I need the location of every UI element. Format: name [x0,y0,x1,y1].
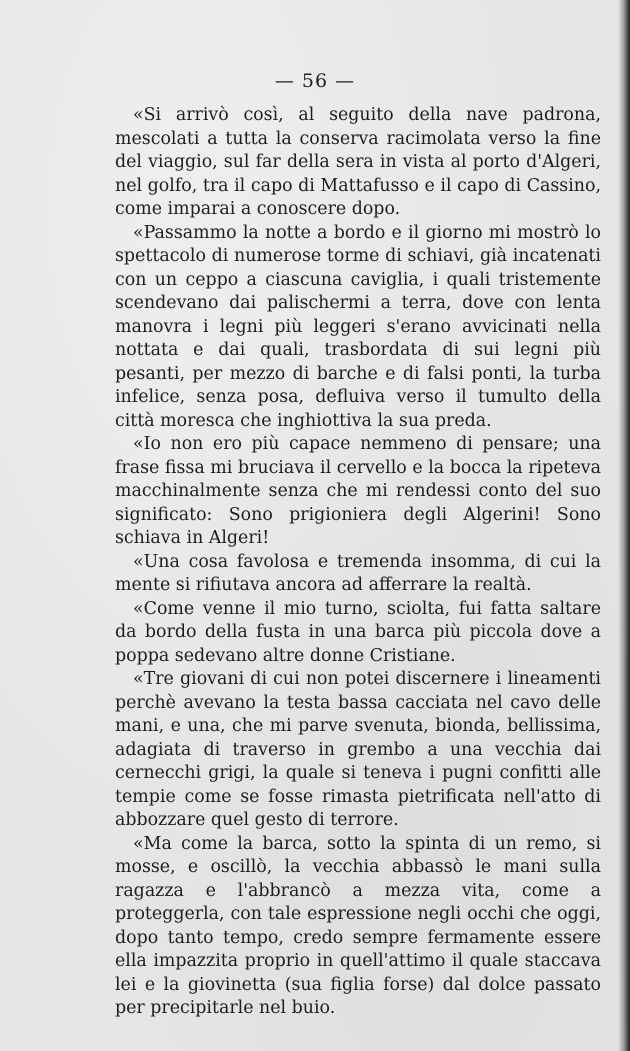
paragraph: «Ma come la barca, sotto la spinta di un remo, si mosse, e oscillò, la vecchia abbassò le mani sulla ragazza e l'abbrancò a mezza vita, come a proteggerla, con tale espressione negli occhi che oggi, dopo tanto tempo, credo sempre fermamente essere ella impazzita proprio in quell'attimo il quale staccava lei e la giovinetta (sua figlia forse) dal dolce passato per precipitarle nel buio. [115,833,601,1018]
paragraph: «Come venne il mio turno, sciolta, fui fatta saltare da bordo della fusta in una barca più piccola dove a poppa sedevano altre donne Cristiane. [115,598,601,666]
paragraph: «Passammo la notte a bordo e il giorno mi mostrò lo spettacolo di numerose torme di schiavi, già incatenati con un ceppo a ciascuna caviglia, i quali tristemente scendevano dai palischermi a terra, dove con lenta manovra i legni più leggeri s'erano avvicinati nella nottata e dai quali, trasbordata di sui legni più pesanti, per mezzo di barche e di falsi ponti, la turba infelice, senza posa, defluiva verso il tumulto della città moresca che inghiottiva la sua preda. [115,222,601,431]
paragraph: «Io non ero più capace nemmeno di pensare; una frase fissa mi bruciava il cervello e la bocca la ripeteva macchinalmente senza che mi rendessi conto del suo significato: Sono prigioniera degli Algerini! Sono schiava in Algeri! [115,434,601,548]
page-binding-shadow [618,0,630,1051]
paragraph: «Si arrivò così, al seguito della nave padrona, mescolati a tutta la conserva racimolata verso la fine del viaggio, sul far della sera in vista al porto d'Algeri, nel golfo, tra il capo di Mattafusso e il capo di Cassino, come imparai a conoscere dopo. [115,105,601,219]
page-number: — 56 — [274,70,356,92]
body-text [115,104,601,1021]
paragraph: «Una cosa favolosa e tremenda insomma, di cui la mente si rifiutava ancora ad afferrare la realtà. [115,551,601,595]
paragraph: «Tre giovani di cui non potei discernere i lineamenti perchè avevano la testa bassa cacciata nel cavo delle mani, e una, che mi parve svenuta, bionda, bellissima, adagiata di traverso in grembo a una vecchia dai cernecchi grigi, la quale si teneva i pugni confitti alle tempie come se fosse rimasta pietrificata nell'atto di abbozzare quel gesto di terrore. [115,669,601,830]
